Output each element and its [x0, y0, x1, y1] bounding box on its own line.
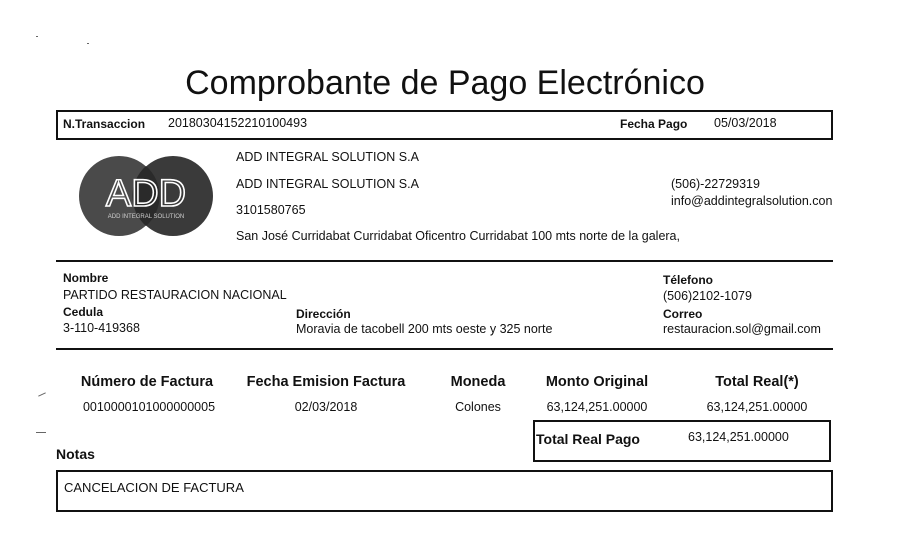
client-phone-label: Télefono — [663, 273, 713, 287]
section-divider — [56, 348, 833, 350]
client-phone-value: (506)2102-1079 — [663, 289, 752, 303]
logo-text: ADD — [105, 173, 187, 215]
original-amount-cell: 63,124,251.00000 — [546, 400, 648, 414]
header-original-amount: Monto Original — [545, 374, 649, 390]
scan-speck — [36, 36, 38, 37]
notes-text: CANCELACION DE FACTURA — [64, 480, 244, 495]
scan-speck — [36, 432, 46, 433]
transaction-number-label: N.Transaccion — [63, 117, 146, 131]
client-id-label: Cedula — [63, 305, 104, 319]
notes-label: Notas — [56, 446, 95, 462]
total-real-cell: 63,124,251.00000 — [706, 400, 808, 414]
issuer-commercial-name: ADD INTEGRAL SOLUTION S.A — [236, 177, 419, 191]
issuer-phone: (506)-22729319 — [671, 177, 760, 191]
scan-speck — [38, 392, 46, 396]
total-real-pago-label: Total Real Pago — [536, 431, 640, 447]
client-name-value: PARTIDO RESTAURACION NACIONAL — [63, 288, 287, 302]
total-real-pago-value: 63,124,251.00000 — [688, 430, 789, 444]
transaction-number-value: 20180304152210100493 — [168, 116, 308, 130]
company-logo — [79, 150, 213, 242]
payment-date-value: 05/03/2018 — [714, 116, 777, 130]
issuer-id: 3101580765 — [236, 203, 306, 217]
logo-subtext: ADD INTEGRAL SOLUTION — [107, 214, 185, 220]
issuer-name: ADD INTEGRAL SOLUTION S.A — [236, 150, 419, 164]
header-currency: Moneda — [450, 374, 506, 390]
header-invoice-number: Número de Factura — [80, 374, 214, 390]
scan-speck — [87, 43, 89, 44]
client-email-label: Correo — [663, 307, 703, 321]
invoice-number-cell: 0010000101000000005 — [82, 400, 216, 414]
client-id-value: 3-110-419368 — [63, 321, 140, 335]
issuer-email: info@addintegralsolution.con — [671, 194, 833, 208]
client-address-label: Dirección — [296, 307, 351, 321]
client-address-value: Moravia de tacobell 200 mts oeste y 325 norte — [296, 322, 553, 336]
header-issue-date: Fecha Emision Factura — [246, 374, 406, 390]
client-email-value: restauracion.sol@gmail.com — [663, 322, 821, 336]
issue-date-cell: 02/03/2018 — [294, 400, 358, 414]
payment-date-label: Fecha Pago — [620, 117, 688, 131]
section-divider — [56, 260, 833, 262]
header-total-real: Total Real(*) — [715, 374, 799, 390]
currency-cell: Colones — [455, 400, 501, 414]
page-title: Comprobante de Pago Electrónico — [185, 64, 705, 102]
client-name-label: Nombre — [63, 271, 109, 285]
issuer-address: San José Curridabat Curridabat Oficentro Curridabat 100 mts norte de la galera, — [236, 229, 680, 243]
